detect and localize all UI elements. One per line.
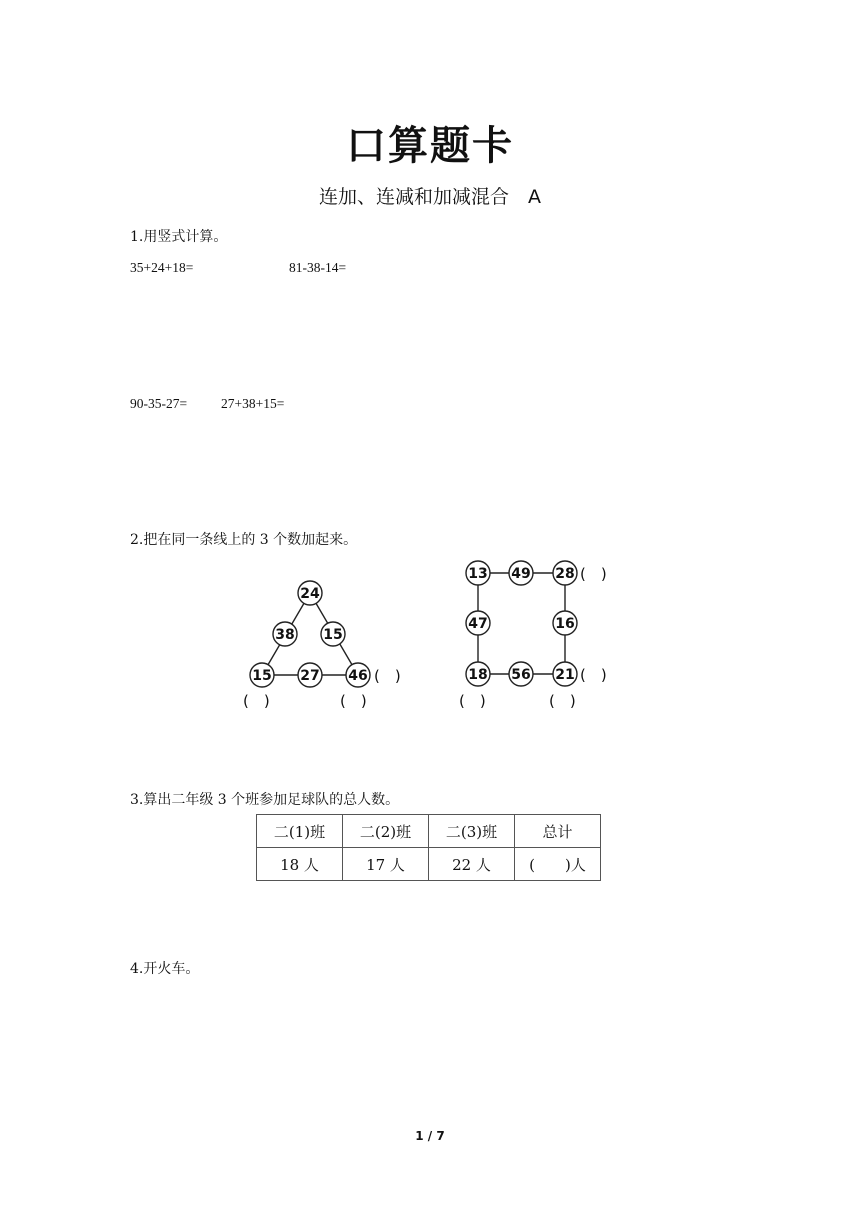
question-4-label: 4.开火车。 — [130, 961, 200, 977]
table-cell: ( )人 — [515, 848, 601, 881]
table-cell: 17 人 — [343, 848, 429, 881]
circle-number: 21 — [555, 667, 575, 683]
answer-blank: ( ) — [580, 565, 607, 583]
question-2-label: 2.把在同一条线上的 3 个数加起来。 — [130, 532, 358, 548]
circle-number: 27 — [300, 668, 320, 684]
expression: 81-38-14= — [289, 260, 347, 275]
answer-blank: ( ) — [549, 692, 576, 710]
circle-number: 46 — [348, 668, 368, 684]
expression: 27+38+15= — [221, 396, 285, 411]
circle-number: 56 — [511, 667, 531, 683]
table-header-cell: 二(3)班 — [429, 815, 515, 848]
circle-number: 47 — [468, 616, 488, 632]
page-number: 1 / 7 — [415, 1129, 445, 1143]
circle-number: 18 — [468, 667, 488, 683]
table-header-cell: 总计 — [515, 815, 601, 848]
circle-number: 38 — [275, 627, 295, 643]
expression: 35+24+18= — [130, 260, 194, 275]
table-cell: 22 人 — [429, 848, 515, 881]
answer-blank: ( ) — [374, 667, 401, 685]
page-subtitle: 连加、连减和加减混合 A — [319, 186, 541, 208]
circle-number: 49 — [511, 566, 531, 582]
page-title: 口算题卡 — [346, 123, 514, 169]
circle-number: 15 — [323, 627, 343, 643]
answer-blank: ( ) — [580, 666, 607, 684]
question-3-label: 3.算出二年级 3 个班参加足球队的总人数。 — [130, 792, 400, 808]
table-cell: 18 人 — [257, 848, 343, 881]
expression: 90-35-27= — [130, 396, 188, 411]
circle-number: 28 — [555, 566, 575, 582]
answer-blank: ( ) — [243, 692, 270, 710]
answer-blank: ( ) — [340, 692, 367, 710]
table-header-cell: 二(2)班 — [343, 815, 429, 848]
table-row — [257, 848, 601, 881]
table-header-cell: 二(1)班 — [257, 815, 343, 848]
circle-number: 16 — [555, 616, 575, 632]
circle-number: 15 — [252, 668, 272, 684]
circle-number: 24 — [300, 586, 320, 602]
question-1-label: 1.用竖式计算。 — [130, 229, 228, 245]
answer-blank: ( ) — [459, 692, 486, 710]
circle-number: 13 — [468, 566, 488, 582]
table-header-row — [257, 815, 601, 848]
class-count-table — [256, 814, 601, 881]
